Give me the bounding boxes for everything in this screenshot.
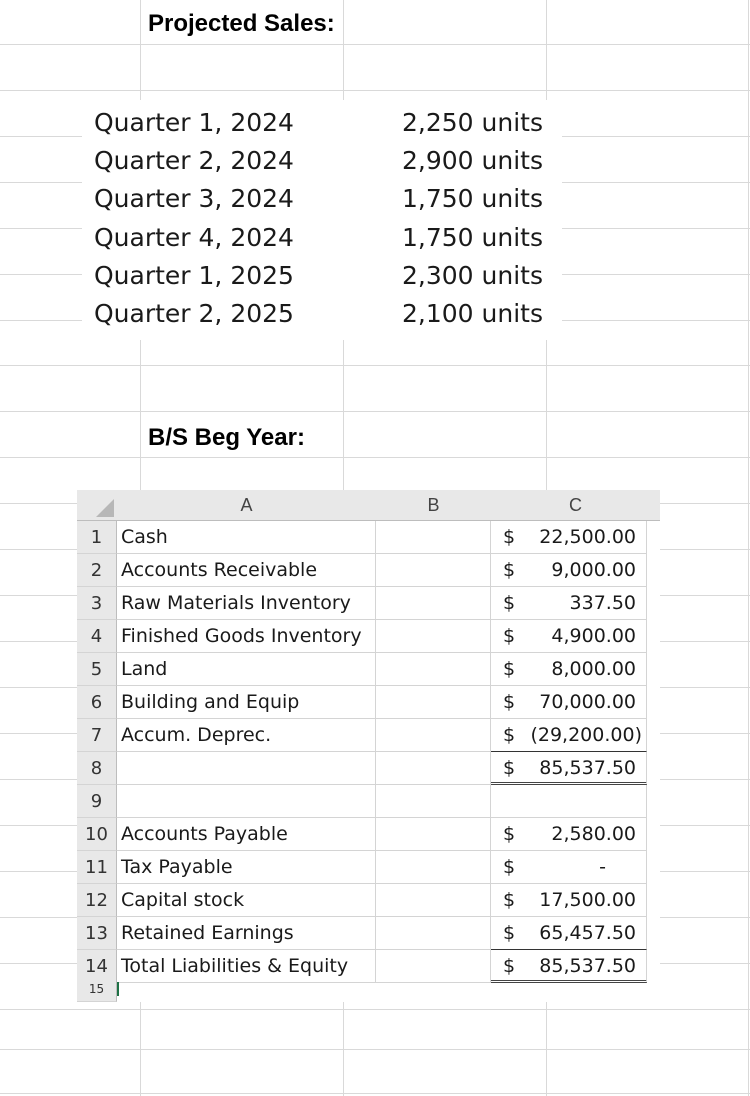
grid-row-line bbox=[0, 457, 750, 458]
account-label-cell[interactable]: Capital stock bbox=[117, 884, 376, 917]
table-row bbox=[77, 818, 660, 851]
sales-row bbox=[82, 299, 562, 337]
amount-cell[interactable] bbox=[491, 719, 647, 752]
empty-cell-b[interactable] bbox=[376, 917, 491, 950]
currency-symbol: $ bbox=[503, 856, 516, 878]
empty-cell-b[interactable] bbox=[376, 785, 491, 818]
empty-cell-b[interactable] bbox=[376, 719, 491, 752]
account-label-cell[interactable] bbox=[117, 752, 376, 785]
currency-symbol: $ bbox=[503, 625, 516, 647]
account-label-cell[interactable]: Retained Earnings bbox=[117, 917, 376, 950]
amount-cell[interactable] bbox=[491, 884, 647, 917]
currency-symbol: $ bbox=[503, 559, 516, 581]
table-row bbox=[77, 982, 660, 1002]
amount-value: 9,000.00 bbox=[551, 559, 636, 581]
table-row bbox=[77, 587, 660, 620]
table-row bbox=[77, 851, 660, 884]
row-number: 6 bbox=[77, 686, 117, 719]
table-row bbox=[77, 686, 660, 719]
currency-symbol: $ bbox=[503, 889, 516, 911]
grid-row-line bbox=[0, 90, 750, 91]
amount-value: 85,537.50 bbox=[539, 955, 636, 977]
amount-value: 2,580.00 bbox=[551, 823, 636, 845]
amount-cell[interactable] bbox=[491, 653, 647, 686]
empty-cell-b[interactable] bbox=[376, 587, 491, 620]
account-label-cell[interactable]: Building and Equip bbox=[117, 686, 376, 719]
empty-cell-b[interactable] bbox=[376, 554, 491, 587]
row-number: 7 bbox=[77, 719, 117, 752]
account-label-cell[interactable] bbox=[117, 785, 376, 818]
units-value: 2,250 units bbox=[402, 108, 543, 137]
projected-sales-heading: Projected Sales: bbox=[148, 10, 335, 37]
amount-cell[interactable] bbox=[491, 851, 647, 884]
amount-cell[interactable] bbox=[491, 686, 647, 719]
amount-cell[interactable] bbox=[491, 785, 647, 818]
table-row bbox=[77, 917, 660, 950]
row-number: 8 bbox=[77, 752, 117, 785]
row-number: 11 bbox=[77, 851, 117, 884]
account-label-cell[interactable]: Tax Payable bbox=[117, 851, 376, 884]
empty-cell-b[interactable] bbox=[376, 851, 491, 884]
row-number: 10 bbox=[77, 818, 117, 851]
column-header-c: C bbox=[491, 490, 660, 521]
grid-row-line bbox=[0, 411, 750, 412]
balance-sheet-image bbox=[77, 490, 660, 1002]
table-row bbox=[77, 719, 660, 752]
table-row bbox=[77, 884, 660, 917]
grid-row-line bbox=[0, 1049, 750, 1050]
amount-value: 85,537.50 bbox=[539, 757, 636, 779]
row-number: 14 bbox=[77, 950, 117, 983]
table-row bbox=[77, 620, 660, 653]
amount-cell[interactable] bbox=[491, 950, 647, 983]
account-label-cell[interactable]: Raw Materials Inventory bbox=[117, 587, 376, 620]
currency-symbol: $ bbox=[503, 955, 516, 977]
currency-symbol: $ bbox=[503, 823, 516, 845]
empty-cell-b[interactable] bbox=[376, 818, 491, 851]
currency-symbol: $ bbox=[503, 724, 516, 746]
row-number: 3 bbox=[77, 587, 117, 620]
empty-cell-b[interactable] bbox=[376, 752, 491, 785]
select-all-triangle-icon bbox=[96, 499, 114, 517]
row-number: 15 bbox=[77, 982, 117, 1002]
account-label-cell[interactable]: Finished Goods Inventory bbox=[117, 620, 376, 653]
row-number: 13 bbox=[77, 917, 117, 950]
currency-symbol: $ bbox=[503, 757, 516, 779]
table-row bbox=[77, 521, 660, 554]
currency-symbol: $ bbox=[503, 658, 516, 680]
grid-column-line bbox=[748, 0, 749, 1096]
table-row bbox=[77, 950, 660, 983]
row-number: 1 bbox=[77, 521, 117, 554]
amount-value: 17,500.00 bbox=[539, 889, 636, 911]
empty-cell-b[interactable] bbox=[376, 686, 491, 719]
column-header-a: A bbox=[117, 490, 377, 521]
bs-beg-year-heading: B/S Beg Year: bbox=[148, 424, 305, 451]
account-label-cell[interactable]: Cash bbox=[117, 521, 376, 554]
quarter-label: Quarter 2, 2024 bbox=[94, 146, 294, 175]
account-label-cell[interactable]: Accounts Payable bbox=[117, 818, 376, 851]
row-number: 4 bbox=[77, 620, 117, 653]
sales-row bbox=[82, 223, 562, 261]
table-row bbox=[77, 653, 660, 686]
amount-cell[interactable] bbox=[491, 620, 647, 653]
sales-row bbox=[82, 146, 562, 184]
units-value: 2,900 units bbox=[402, 146, 543, 175]
quarter-label: Quarter 3, 2024 bbox=[94, 184, 294, 213]
currency-symbol: $ bbox=[503, 691, 516, 713]
amount-value: - bbox=[599, 856, 606, 878]
amount-value: 70,000.00 bbox=[539, 691, 636, 713]
grid-row-line bbox=[0, 365, 750, 366]
account-label-cell[interactable]: Total Liabilities & Equity bbox=[117, 950, 376, 983]
projected-sales-image bbox=[82, 100, 562, 340]
grid-row-line bbox=[0, 1093, 750, 1094]
sales-row bbox=[82, 108, 562, 146]
empty-cell-b[interactable] bbox=[376, 884, 491, 917]
cell-cursor bbox=[117, 982, 119, 996]
empty-cell-b[interactable] bbox=[376, 620, 491, 653]
units-value: 2,300 units bbox=[402, 261, 543, 290]
grid-row-line bbox=[0, 44, 750, 45]
account-label-cell[interactable]: Land bbox=[117, 653, 376, 686]
grid-row-line bbox=[0, 1009, 750, 1010]
amount-cell[interactable] bbox=[491, 917, 647, 950]
currency-symbol: $ bbox=[503, 592, 516, 614]
amount-value: 22,500.00 bbox=[539, 526, 636, 548]
units-value: 1,750 units bbox=[402, 184, 543, 213]
sales-row bbox=[82, 184, 562, 222]
column-header-b: B bbox=[376, 490, 492, 521]
amount-cell[interactable] bbox=[491, 554, 647, 587]
units-value: 1,750 units bbox=[402, 223, 543, 252]
amount-cell[interactable] bbox=[491, 752, 647, 785]
amount-value: 65,457.50 bbox=[539, 922, 636, 944]
quarter-label: Quarter 1, 2024 bbox=[94, 108, 294, 137]
sales-row bbox=[82, 261, 562, 299]
empty-cell-b[interactable] bbox=[376, 653, 491, 686]
account-label-cell[interactable]: Accounts Receivable bbox=[117, 554, 376, 587]
empty-cell-b[interactable] bbox=[376, 950, 491, 983]
amount-value: 8,000.00 bbox=[551, 658, 636, 680]
table-row bbox=[77, 752, 660, 785]
currency-symbol: $ bbox=[503, 922, 516, 944]
quarter-label: Quarter 2, 2025 bbox=[94, 299, 294, 328]
quarter-label: Quarter 4, 2024 bbox=[94, 223, 294, 252]
amount-value: (29,200.00) bbox=[530, 724, 642, 746]
row-number: 2 bbox=[77, 554, 117, 587]
amount-value: 337.50 bbox=[569, 592, 636, 614]
empty-cell-b[interactable] bbox=[376, 521, 491, 554]
row-number: 12 bbox=[77, 884, 117, 917]
table-row bbox=[77, 785, 660, 818]
quarter-label: Quarter 1, 2025 bbox=[94, 261, 294, 290]
select-all-corner bbox=[77, 490, 118, 521]
row-number: 5 bbox=[77, 653, 117, 686]
amount-cell[interactable] bbox=[491, 587, 647, 620]
table-row bbox=[77, 554, 660, 587]
account-label-cell[interactable]: Accum. Deprec. bbox=[117, 719, 376, 752]
row-number: 9 bbox=[77, 785, 117, 818]
amount-cell[interactable] bbox=[491, 818, 647, 851]
currency-symbol: $ bbox=[503, 526, 516, 548]
amount-value: 4,900.00 bbox=[551, 625, 636, 647]
amount-cell[interactable] bbox=[491, 521, 647, 554]
units-value: 2,100 units bbox=[402, 299, 543, 328]
